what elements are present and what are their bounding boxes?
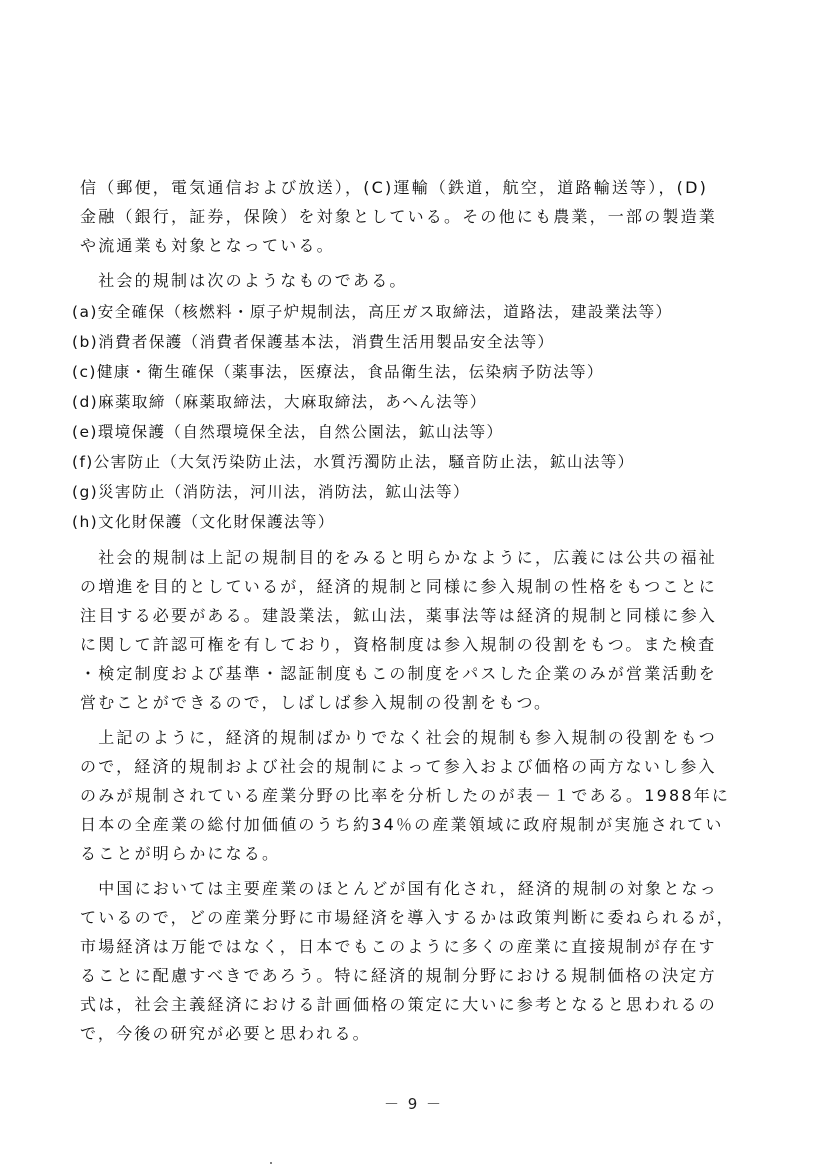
text-line: ・検定制度および基準・認証制度もこの制度をパスした企業のみが営業活動を [80, 664, 718, 683]
text-line: 注目する必要がある。建設業法，鉱山法，薬事法等は経済的規制と同様に参入 [80, 606, 718, 625]
scan-speck [270, 1162, 272, 1164]
text-line: ることに配慮すべきであろう。特に経済的規制分野における規制価格の決定方 [80, 966, 717, 985]
text-line: 式は，社会主義経済における計画価格の策定に大いに参考となると思われるの [80, 995, 718, 1014]
text-line: 上記のように，経済的規制ばかりでなく社会的規制も参入規制の役割をもつ [80, 728, 718, 747]
list-item: (d)麻薬取締（麻薬取締法，大麻取締法，あへん法等） [72, 393, 487, 411]
text-line: で，今後の研究が必要と思われる。 [80, 1024, 371, 1043]
text-line: 社会的規制は上記の規制目的をみると明らかなように，広義には公共の福祉 [80, 548, 718, 567]
text-line: 信（郵便，電気通信および放送），(C)運輸（鉄道，航空，道路輸送等），(D) [80, 178, 709, 197]
list-item: (f)公害防止（大気汚染防止法，水質汚濁防止法，騒音防止法，鉱山法等） [72, 453, 635, 471]
document-body [72, 173, 760, 1048]
list-item: (h)文化財保護（文化財保護法等） [72, 513, 335, 531]
text-line: のみが規制されている産業分野の比率を分析したのが表－１である。1988年に [80, 786, 731, 805]
text-line: 営むことができるので，しばしば参入規制の役割をもつ。 [80, 693, 553, 712]
page-number: － 9 － [383, 1095, 444, 1113]
text-line: の増進を目的としているが，経済的規制と同様に参入規制の性格をもつことに [80, 577, 718, 596]
text-line: 中国においては主要産業のほとんどが国有化され，経済的規制の対象となっ [80, 879, 718, 898]
paragraph-china [80, 874, 760, 1048]
text-line: に関して許認可権を有しており，資格制度は参入規制の役割をもつ。また検査 [80, 635, 717, 654]
list-intro: 社会的規制は次のようなものである。 [80, 271, 408, 290]
list-item: (e)環境保護（自然環境保全法，自然公園法，鉱山法等） [72, 423, 504, 441]
paragraph-industry-ratio [80, 723, 760, 868]
paragraph-entry-regulation [80, 543, 760, 717]
list-item: (a)安全確保（核燃料・原子炉規制法，高圧ガス取締法，道路法，建設業法等） [72, 303, 673, 321]
paragraph-regulated-sectors [80, 173, 760, 260]
text-line: ので，経済的規制および社会的規制によって参入および価格の両方ないし参入 [80, 757, 717, 776]
social-regulation-list [72, 297, 760, 537]
text-line: 日本の全産業の総付加価値のうち約34％の産業領域に政府規制が実施されてい [80, 815, 724, 834]
text-line: ているので，どの産業分野に市場経済を導入するかは政策判断に委ねられるが， [80, 908, 735, 927]
text-line: 金融（銀行，証券，保険）を対象としている。その他にも農業，一部の製造業 [80, 207, 718, 226]
text-line: や流通業も対象となっている。 [80, 236, 335, 255]
list-item: (b)消費者保護（消費者保護基本法，消費生活用製品安全法等） [72, 333, 555, 351]
list-item: (c)健康・衛生確保（薬事法，医療法，食品衛生法，伝染病予防法等） [72, 363, 604, 381]
list-item: (g)災害防止（消防法，河川法，消防法，鉱山法等） [72, 483, 470, 501]
text-line: 市場経済は万能ではなく，日本でもこのように多くの産業に直接規制が存在す [80, 937, 717, 956]
text-line: ることが明らかになる。 [80, 844, 281, 863]
